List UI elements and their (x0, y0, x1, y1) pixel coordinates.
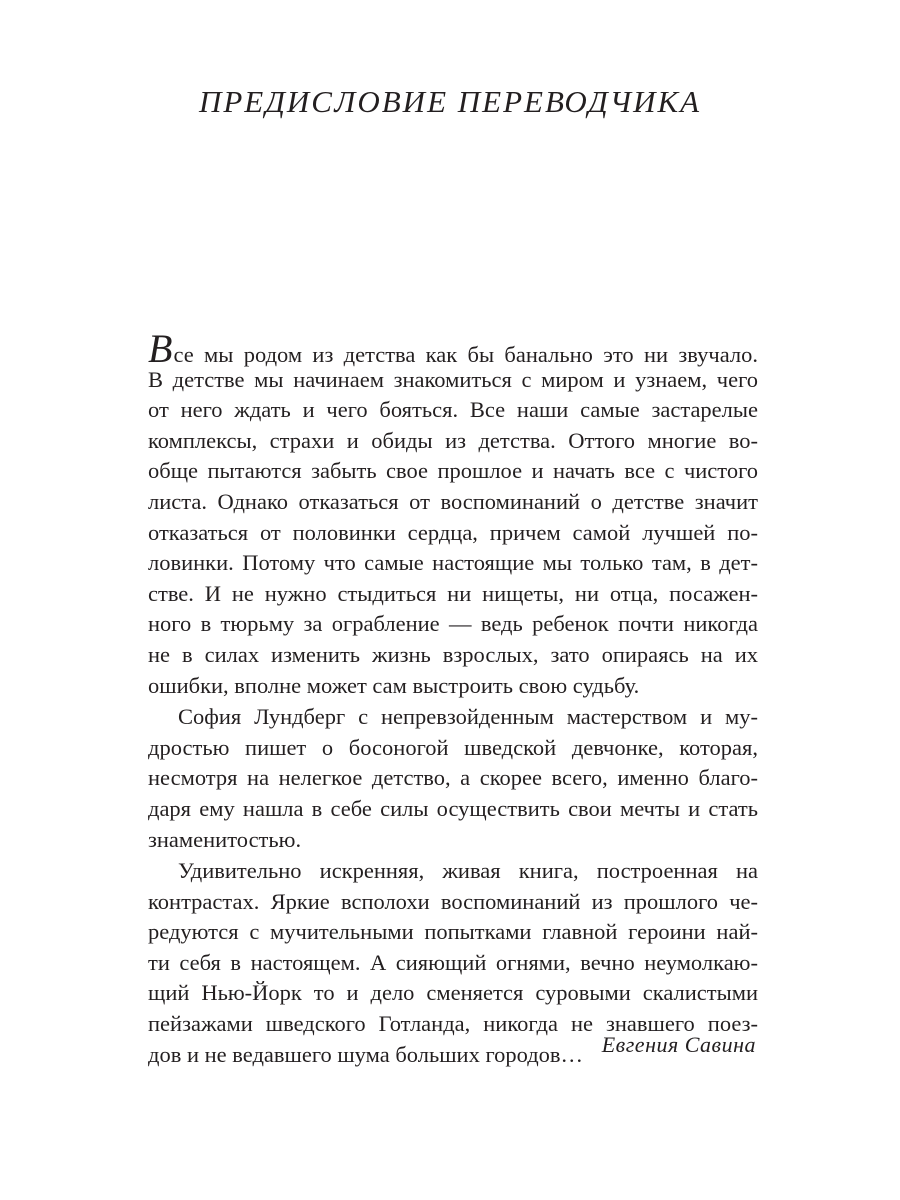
text-line: Удивительно искренняя, живая книга, построенная на (178, 858, 758, 884)
text-line: София Лундберг с непревзойденным мастерством и му- (178, 704, 758, 730)
text-line: контрастах. Яркие всполохи воспоминаний из прошлого че- (148, 888, 758, 914)
translator-signature: Евгения Савина (601, 1032, 756, 1057)
text-line: обще пытаются забыть свое прошлое и начать все с чистого (148, 458, 758, 484)
text-line: редуются с мучительными попытками главной героини най- (148, 919, 758, 945)
text-line: комплексы, страхи и обиды из детства. Оттого многие во- (148, 427, 758, 453)
drop-cap: В (148, 326, 174, 371)
text-line: ти себя в настоящем. А сияющий огнями, вечно неумолкаю- (148, 949, 758, 975)
text-line: знаменитостью. (148, 826, 302, 852)
text-line: ного в тюрьму за ограбление — ведь ребенок почти никогда (148, 611, 758, 637)
text-line: стве. И не нужно стыдиться ни нищеты, ни отца, посажен- (148, 580, 758, 606)
text-line: листа. Однако отказаться от воспоминаний о детстве значит (148, 488, 758, 514)
page-title: ПРЕДИСЛОВИЕ ПЕРЕВОДЧИКА (198, 84, 702, 119)
preface-text (148, 326, 758, 1070)
text-line: ловинки. Потому что самые настоящие мы только там, в дет- (148, 550, 758, 576)
text-line: отказаться от половинки сердца, причем самой лучшей по- (148, 519, 758, 545)
text-line: дростью пишет о босоногой шведской девчонке, которая, (148, 734, 758, 760)
text-line: ошибки, вполне может сам выстроить свою судьбу. (148, 672, 640, 698)
text-line (148, 326, 758, 371)
first-line-text: се мы родом из детства как бы банально это ни звучало. (173, 342, 758, 367)
text-line: даря ему нашла в себе силы осуществить свои мечты и стать (148, 795, 758, 821)
text-line: не в силах изменить жизнь взрослых, зато опираясь на их (148, 641, 758, 667)
text-line: несмотря на нелегкое детство, а скорее всего, именно благо- (148, 765, 758, 791)
text-line: пейзажами шведского Готланда, никогда не знавшего поез- (148, 1011, 758, 1037)
text-line: В детстве мы начинаем знакомиться с миром и узнаем, чего (148, 366, 758, 392)
text-line: от него ждать и чего бояться. Все наши самые застарелые (148, 397, 758, 423)
text-line: щий Нью-Йорк то и дело сменяется суровыми скалистыми (148, 980, 758, 1006)
text-line: дов и не ведавшего шума больших городов… (148, 1041, 584, 1067)
